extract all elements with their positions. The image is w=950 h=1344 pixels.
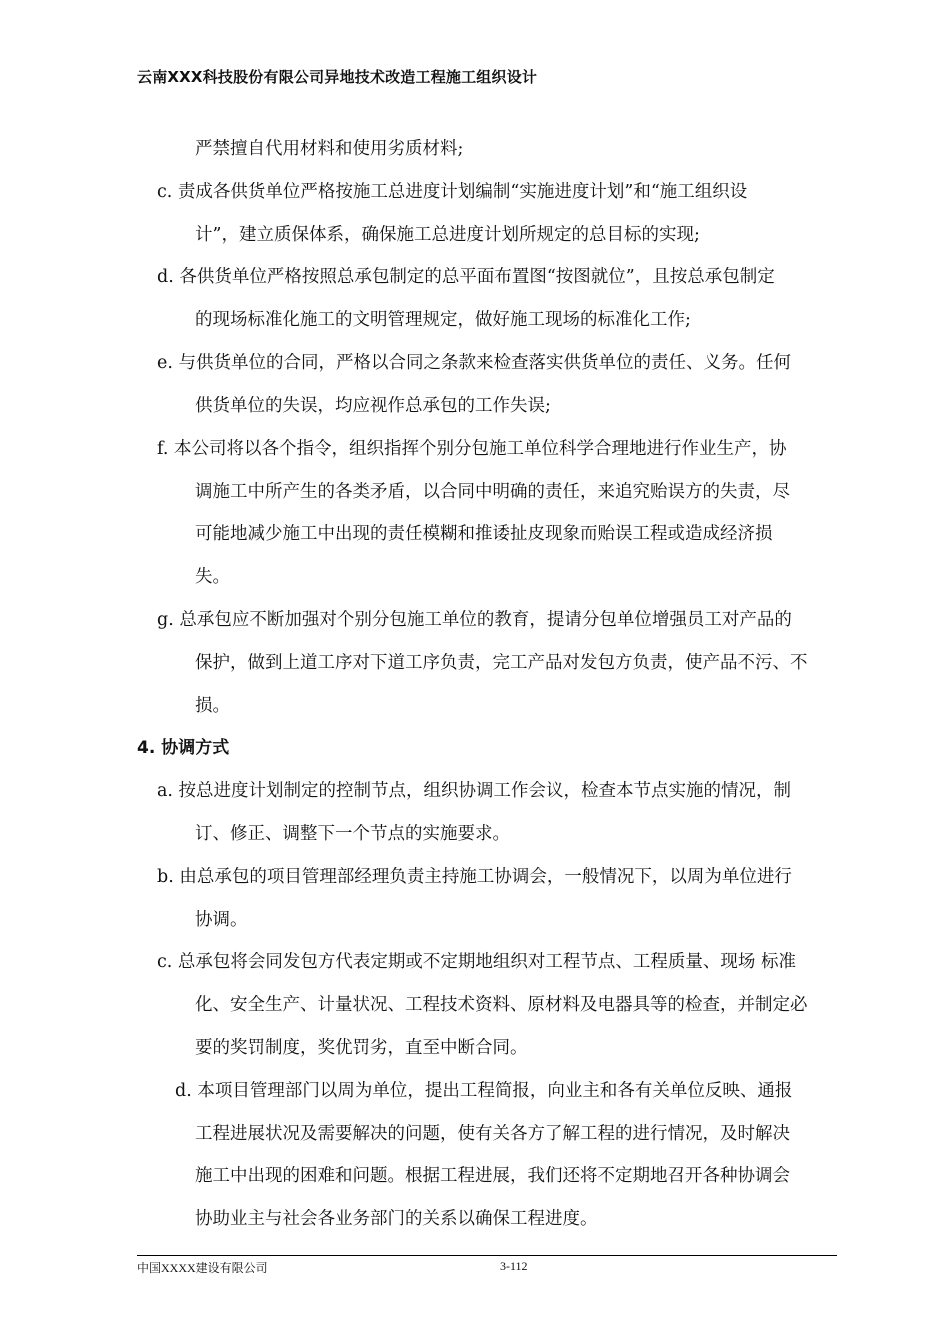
body-line: 损。 bbox=[195, 696, 230, 716]
body-line: 严禁擅自代用材料和使用劣质材料; bbox=[195, 139, 464, 159]
list-item-d: d. 各供货单位严格按照总承包制定的总平面布置图“按图就位”，且按总承包制定 bbox=[157, 267, 775, 287]
page-number: 3-112 bbox=[500, 1259, 528, 1273]
section-heading: 4. 协调方式 bbox=[137, 738, 230, 758]
list-item-c2: c. 总承包将会同发包方代表定期或不定期地组织对工程节点、工程质量、现场 标准 bbox=[157, 952, 796, 972]
footer-company: 中国XXXX建设有限公司 bbox=[137, 1261, 268, 1275]
body-line: 调施工中所产生的各类矛盾，以合同中明确的责任，来追究贻误方的失责，尽 bbox=[195, 482, 790, 502]
body-line: 的现场标准化施工的文明管理规定，做好施工现场的标准化工作; bbox=[195, 310, 691, 330]
list-item-a: a. 按总进度计划制定的控制节点，组织协调工作会议，检查本节点实施的情况，制 bbox=[157, 781, 792, 801]
body-line: 协助业主与社会各业务部门的关系以确保工程进度。 bbox=[195, 1209, 598, 1229]
body-line: 可能地减少施工中出现的责任模糊和推诿扯皮现象而贻误工程或造成经济损 bbox=[195, 524, 773, 544]
body-line: 化、安全生产、计量状况、工程技术资料、原材料及电器具等的检查，并制定必 bbox=[195, 995, 808, 1015]
list-item-b: b. 由总承包的项目管理部经理负责主持施工协调会，一般情况下，以周为单位进行 bbox=[157, 867, 792, 887]
body-line: 施工中出现的困难和问题。根据工程进展，我们还将不定期地召开各种协调会 bbox=[195, 1166, 790, 1186]
body-line: 计”，建立质保体系，确保施工总进度计划所规定的总目标的实现; bbox=[195, 225, 700, 245]
list-item-f: f. 本公司将以各个指令，组织指挥个别分包施工单位科学合理地进行作业生产，协 bbox=[157, 439, 787, 459]
list-item-d2: d. 本项目管理部门以周为单位，提出工程简报，向业主和各有关单位反映、通报 bbox=[175, 1081, 793, 1101]
list-item-g: g. 总承包应不断加强对个别分包施工单位的教育，提请分包单位增强员工对产品的 bbox=[157, 610, 792, 630]
body-line: 协调。 bbox=[195, 910, 248, 930]
body-line: 失。 bbox=[195, 567, 230, 587]
body-line: 保护，做到上道工序对下道工序负责，完工产品对发包方负责，使产品不污、不 bbox=[195, 653, 808, 673]
document-header: 云南XXX科技股份有限公司异地技术改造工程施工组织设计 bbox=[137, 68, 538, 86]
body-line: 要的奖罚制度，奖优罚劣，直至中断合同。 bbox=[195, 1038, 528, 1058]
body-line: 订、修正、调整下一个节点的实施要求。 bbox=[195, 824, 510, 844]
list-item-e: e. 与供货单位的合同，严格以合同之条款来检查落实供货单位的责任、义务。任何 bbox=[157, 353, 791, 373]
footer-rule bbox=[137, 1255, 837, 1256]
body-line: 工程进展状况及需要解决的问题，使有关各方了解工程的进行情况，及时解决 bbox=[195, 1124, 790, 1144]
body-line: 供货单位的失误，均应视作总承包的工作失误; bbox=[195, 396, 551, 416]
list-item-c: c. 责成各供货单位严格按施工总进度计划编制“实施进度计划”和“施工组织设 bbox=[157, 182, 748, 202]
